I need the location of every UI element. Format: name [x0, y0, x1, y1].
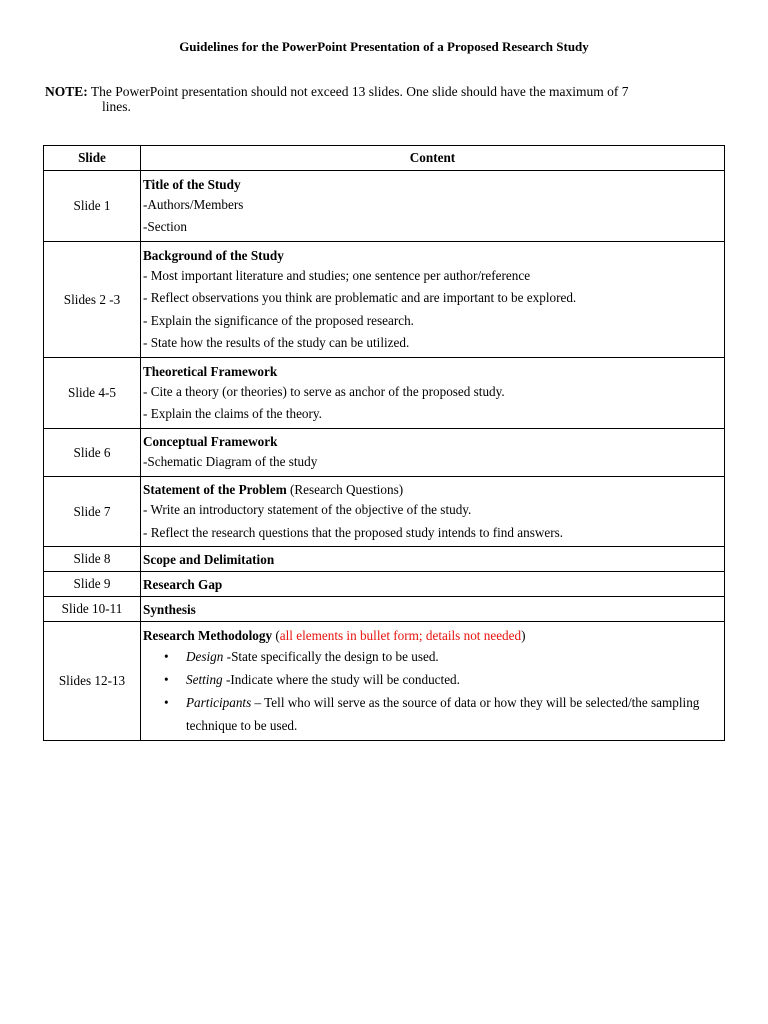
slide-cell: Slide 1 — [44, 171, 141, 242]
row-line: - State how the results of the study can be utilized. — [143, 335, 410, 350]
content-cell — [141, 171, 725, 242]
row-heading: Theoretical Framework — [143, 363, 278, 379]
row-line: -Section — [143, 219, 187, 234]
row-heading-suffix: (Research Questions) — [286, 482, 404, 497]
header-slide: Slide — [44, 146, 141, 171]
note-text: The PowerPoint presentation should not exceed 13 slides. One slide should have the maximum of 7 — [87, 84, 629, 99]
row-heading — [143, 627, 722, 645]
row-heading-bold: Statement of the Problem — [143, 482, 287, 497]
slide-cell: Slide 10-11 — [44, 597, 141, 622]
row-heading: Scope and Delimitation — [143, 552, 275, 567]
table-header-row — [44, 146, 725, 171]
content-cell — [141, 477, 725, 547]
bullet-text: – Tell who will serve as the source of data or how they will be selected/the sampling technique to be used. — [186, 695, 700, 733]
row-line: - Explain the claims of the theory. — [143, 406, 322, 421]
row-heading: Research Gap — [143, 577, 223, 592]
content-cell — [141, 572, 725, 597]
slide-cell: Slide 6 — [44, 429, 141, 477]
content-cell — [141, 622, 725, 741]
row-line: - Reflect observations you think are problematic and are important to be explored. — [143, 290, 577, 305]
slide-cell: Slides 12-13 — [44, 622, 141, 741]
content-cell — [141, 242, 725, 358]
row-heading: Background of the Study — [143, 247, 284, 263]
document-title: Guidelines for the PowerPoint Presentation of a Proposed Research Study — [179, 39, 589, 54]
list-item — [143, 645, 722, 668]
row-heading — [143, 481, 722, 499]
list-item — [143, 691, 722, 737]
row-heading-bold: Research Methodology — [143, 628, 273, 643]
table-row — [44, 547, 725, 572]
row-heading: Title of the Study — [143, 176, 241, 192]
table-row — [44, 358, 725, 429]
header-content: Content — [141, 146, 725, 171]
bullet-term: Participants — [186, 695, 252, 710]
note-text-continued: lines. — [102, 99, 131, 114]
red-note: all elements in bullet form; details not needed — [279, 628, 522, 643]
content-cell — [141, 358, 725, 429]
table-row — [44, 597, 725, 622]
slide-cell: Slide 4-5 — [44, 358, 141, 429]
slide-cell: Slide 8 — [44, 547, 141, 572]
table-row — [44, 242, 725, 358]
bullet-term: Design — [186, 649, 224, 664]
row-heading: Synthesis — [143, 602, 196, 617]
row-heading: Conceptual Framework — [143, 434, 278, 450]
row-line: - Write an introductory statement of the objective of the study. — [143, 502, 472, 517]
table-row — [44, 171, 725, 242]
slide-cell: Slide 9 — [44, 572, 141, 597]
guidelines-table — [43, 145, 725, 741]
table-row — [44, 622, 725, 741]
row-line: - Cite a theory (or theories) to serve as anchor of the proposed study. — [143, 383, 505, 399]
bullet-icon: • — [164, 672, 169, 687]
content-cell — [141, 597, 725, 622]
bullet-icon: • — [164, 695, 169, 710]
paren-open: ( — [272, 628, 280, 643]
bullet-text: -Indicate where the study will be conducted. — [222, 672, 460, 687]
slide-cell: Slide 7 — [44, 477, 141, 547]
row-line: -Schematic Diagram of the study — [143, 454, 318, 470]
bullet-term: Setting — [186, 672, 223, 687]
row-line: - Explain the significance of the proposed research. — [143, 312, 414, 328]
slide-cell: Slides 2 -3 — [44, 242, 141, 358]
paren-close: ) — [521, 628, 526, 643]
row-line: -Authors/Members — [143, 196, 244, 212]
methodology-bullet-list — [143, 645, 722, 737]
bullet-icon: • — [164, 649, 169, 664]
table-row — [44, 477, 725, 547]
table-row — [44, 572, 725, 597]
bullet-text: -State specifically the design to be used. — [223, 649, 439, 664]
note-paragraph — [45, 84, 705, 114]
row-line: - Reflect the research questions that the proposed study intends to find answers. — [143, 524, 564, 540]
content-cell — [141, 429, 725, 477]
row-line: - Most important literature and studies; one sentence per author/reference — [143, 267, 531, 283]
list-item — [143, 668, 722, 691]
table-row — [44, 429, 725, 477]
content-cell — [141, 547, 725, 572]
note-label: NOTE: — [45, 84, 88, 99]
